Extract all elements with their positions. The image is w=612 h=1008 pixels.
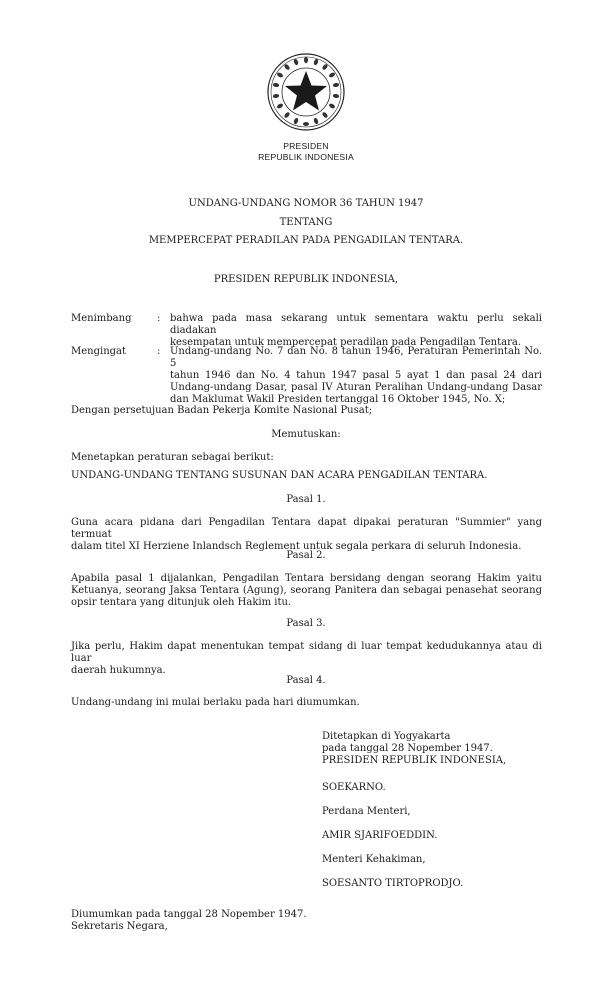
justice-minister-title: Menteri Kehakiman,: [322, 854, 426, 865]
law-title-tentang: TENTANG: [279, 217, 333, 228]
signature-place: Ditetapkan di Yogyakarta: [322, 731, 451, 742]
menimbang-colon: :: [157, 313, 161, 324]
memutuskan-heading: Memutuskan:: [271, 429, 341, 440]
header-presiden: PRESIDEN: [283, 141, 329, 151]
law-title: UNDANG-UNDANG NOMOR 36 TAHUN 1947: [188, 198, 424, 209]
header-republik-indonesia: REPUBLIK INDONESIA: [258, 152, 354, 162]
pasal-line: Undang-undang ini mulai berlaku pada hari diumumkan.: [71, 697, 360, 708]
president-name: SOEKARNO.: [322, 782, 386, 793]
justice-minister-name: SOESANTO TIRTOPRODJO.: [322, 878, 464, 889]
pasal-heading: Pasal 2.: [286, 550, 326, 561]
menetapkan-text: Menetapkan peraturan sebagai berikut:: [71, 452, 274, 463]
menimbang-line: kesempatan untuk mempercepat peradilan pada Pengadilan Tentara.: [170, 337, 521, 348]
law-full-title: UNDANG-UNDANG TENTANG SUSUNAN DAN ACARA PENGADILAN TENTARA.: [71, 470, 488, 481]
persetujuan-text: Dengan persetujuan Badan Pekerja Komite Nasional Pusat;: [71, 405, 373, 416]
pasal-line: Guna acara pidana dari Pengadilan Tentara dapat dipakai peraturan "Summier" yang termuat: [71, 517, 542, 540]
mengingat-label: Mengingat: [71, 346, 127, 357]
menimbang-line: bahwa pada masa sekarang untuk sementara waktu perlu sekali diadakan: [170, 313, 542, 336]
mengingat-line: tahun 1946 dan No. 4 tahun 1947 pasal 5 ayat 1 dan pasal 24 dari: [170, 370, 542, 381]
pasal-line: Apabila pasal 1 dijalankan, Pengadilan Tentara bersidang dengan seorang Hakim yaitu: [71, 573, 542, 584]
mengingat-colon: :: [157, 346, 161, 357]
pasal-body: [71, 641, 542, 677]
announcement-date: Diumumkan pada tanggal 28 Nopember 1947.: [71, 909, 307, 920]
menimbang-clause: [71, 313, 542, 348]
presidential-emblem-icon: [266, 52, 346, 132]
enacting-authority: PRESIDEN REPUBLIK INDONESIA,: [213, 274, 399, 285]
pasal-line: Ketuanya, seorang Jaksa Tentara (Agung), seorang Panitera dan sebagai penasehat seorang: [71, 585, 542, 596]
pasal-heading: Pasal 4.: [286, 675, 326, 686]
signature-office: PRESIDEN REPUBLIK INDONESIA,: [322, 755, 507, 766]
state-secretary-title: Sekretaris Negara,: [71, 921, 168, 932]
pm-name: AMIR SJARIFOEDDIN.: [322, 830, 438, 841]
pasal-heading: Pasal 3.: [286, 618, 326, 629]
menimbang-text: [170, 313, 542, 349]
pasal-body: [71, 573, 542, 609]
signature-date: pada tanggal 28 Nopember 1947.: [322, 743, 493, 754]
pasal-body: [71, 697, 542, 709]
mengingat-line: Undang-undang Dasar, pasal IV Aturan Peralihan Undang-undang Dasar: [170, 382, 542, 393]
mengingat-line: Undang-undang No. 7 dan No. 8 tahun 1946, Peraturan Pemerintah No. 5: [170, 346, 542, 369]
pasal-heading: Pasal 1.: [286, 494, 326, 505]
pasal-line: opsir tentara yang ditunjuk oleh Hakim itu.: [71, 597, 292, 608]
pasal-body: [71, 517, 542, 553]
mengingat-text: [170, 346, 542, 406]
mengingat-line: dan Maklumat Wakil Presiden tertanggal 16 Oktober 1945, No. X;: [170, 394, 506, 405]
pasal-line: dalam titel XI Herziene Inlandsch Reglement untuk segala perkara di seluruh Indonesia.: [71, 541, 522, 552]
law-subject: MEMPERCEPAT PERADILAN PADA PENGADILAN TENTARA.: [148, 235, 464, 246]
pm-title: Perdana Menteri,: [322, 806, 411, 817]
mengingat-clause: [71, 346, 542, 405]
pasal-line: daerah hukumnya.: [71, 665, 166, 676]
pasal-line: Jika perlu, Hakim dapat menentukan tempat sidang di luar tempat kedudukannya atau di luar: [71, 641, 542, 664]
menimbang-label: Menimbang: [71, 313, 132, 324]
